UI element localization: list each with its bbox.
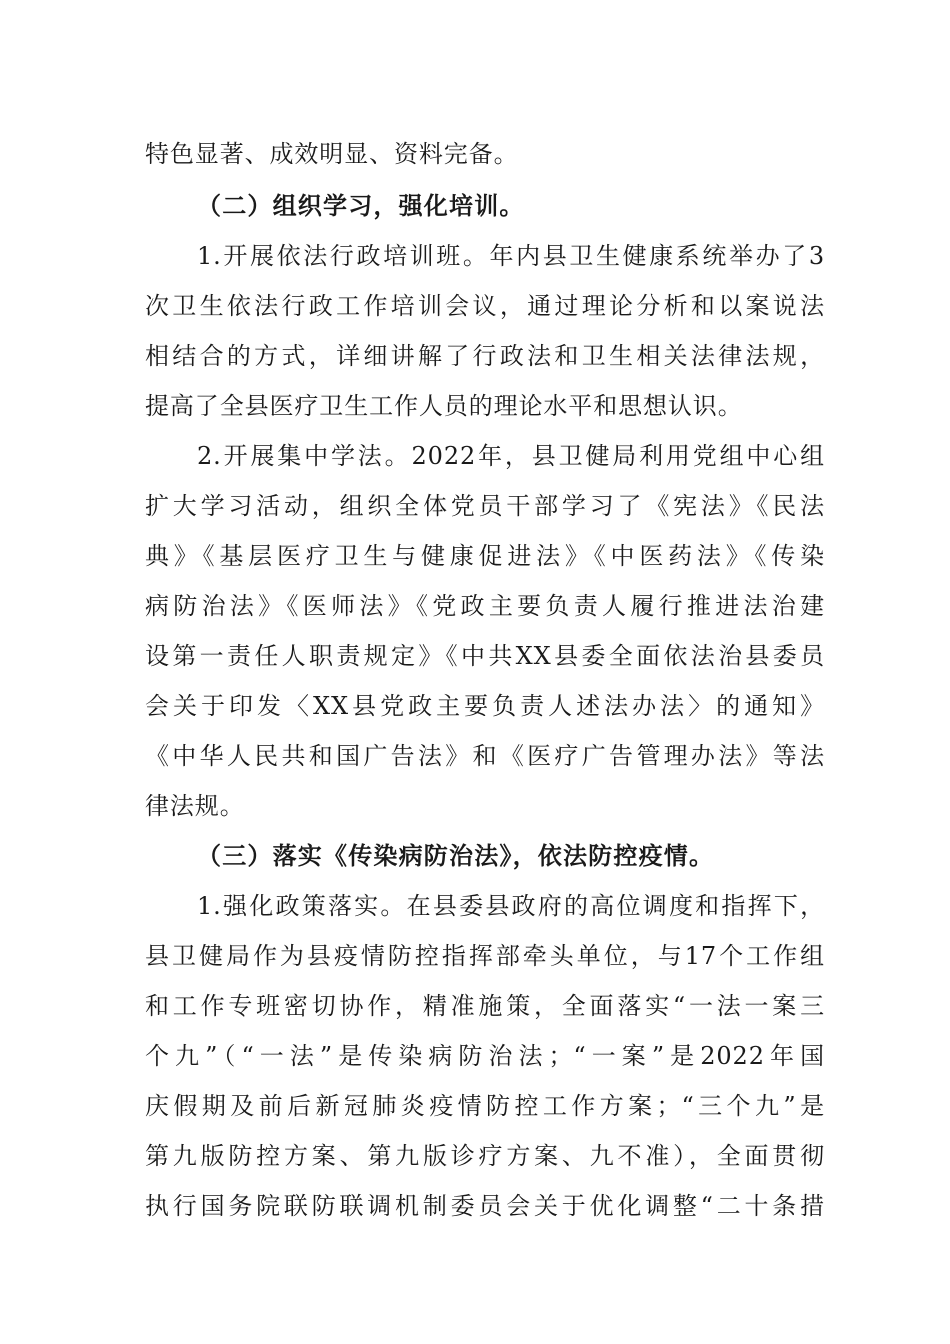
paragraph-line: 典》《基层医疗卫生与健康促进法》《中医药法》《传染 [145, 542, 825, 570]
paragraph-line: 设第一责任人职责规定》《中共XX县委全面依法治县委员 [145, 642, 825, 670]
paragraph-line: 1.强化政策落实。在县委县政府的高位调度和指挥下， [197, 892, 825, 920]
section-heading-2: （二）组织学习，强化培训。 [197, 192, 525, 220]
paragraph-line: 病防治法》《医师法》《党政主要负责人履行推进法治建 [145, 592, 825, 620]
paragraph-line: 《中华人民共和国广告法》和《医疗广告管理办法》等法 [145, 742, 825, 770]
paragraph-line: 扩大学习活动，组织全体党员干部学习了《宪法》《民法 [145, 492, 825, 520]
paragraph-line: 律法规。 [145, 792, 245, 820]
section-heading-3: （三）落实《传染病防治法》，依法防控疫情。 [197, 842, 715, 870]
paragraph-line: 会关于印发〈XX县党政主要负责人述法办法〉的通知》 [145, 692, 825, 720]
paragraph-line: 特色显著、成效明显、资料完备。 [145, 140, 519, 168]
paragraph-line: 县卫健局作为县疫情防控指挥部牵头单位，与17个工作组 [145, 942, 825, 970]
paragraph-line: 执行国务院联防联调机制委员会关于优化调整“二十条措 [145, 1192, 825, 1220]
paragraph-line: 提高了全县医疗卫生工作人员的理论水平和思想认识。 [145, 392, 743, 420]
paragraph-line: 相结合的方式，详细讲解了行政法和卫生相关法律法规， [145, 342, 825, 370]
paragraph-line: 2.开展集中学法。2022年，县卫健局利用党组中心组 [197, 442, 825, 470]
paragraph-line: 次卫生依法行政工作培训会议，通过理论分析和以案说法 [145, 292, 825, 320]
paragraph-line: 1.开展依法行政培训班。年内县卫生健康系统举办了3 [197, 242, 825, 270]
paragraph-line: 和工作专班密切协作，精准施策，全面落实“一法一案三 [145, 992, 825, 1020]
paragraph-line: 第九版防控方案、第九版诊疗方案、九不准），全面贯彻 [145, 1142, 825, 1170]
paragraph-line: 庆假期及前后新冠肺炎疫情防控工作方案；“三个九”是 [145, 1092, 825, 1120]
paragraph-line: 个九”（“一法”是传染病防治法；“一案”是2022年国 [145, 1042, 825, 1070]
